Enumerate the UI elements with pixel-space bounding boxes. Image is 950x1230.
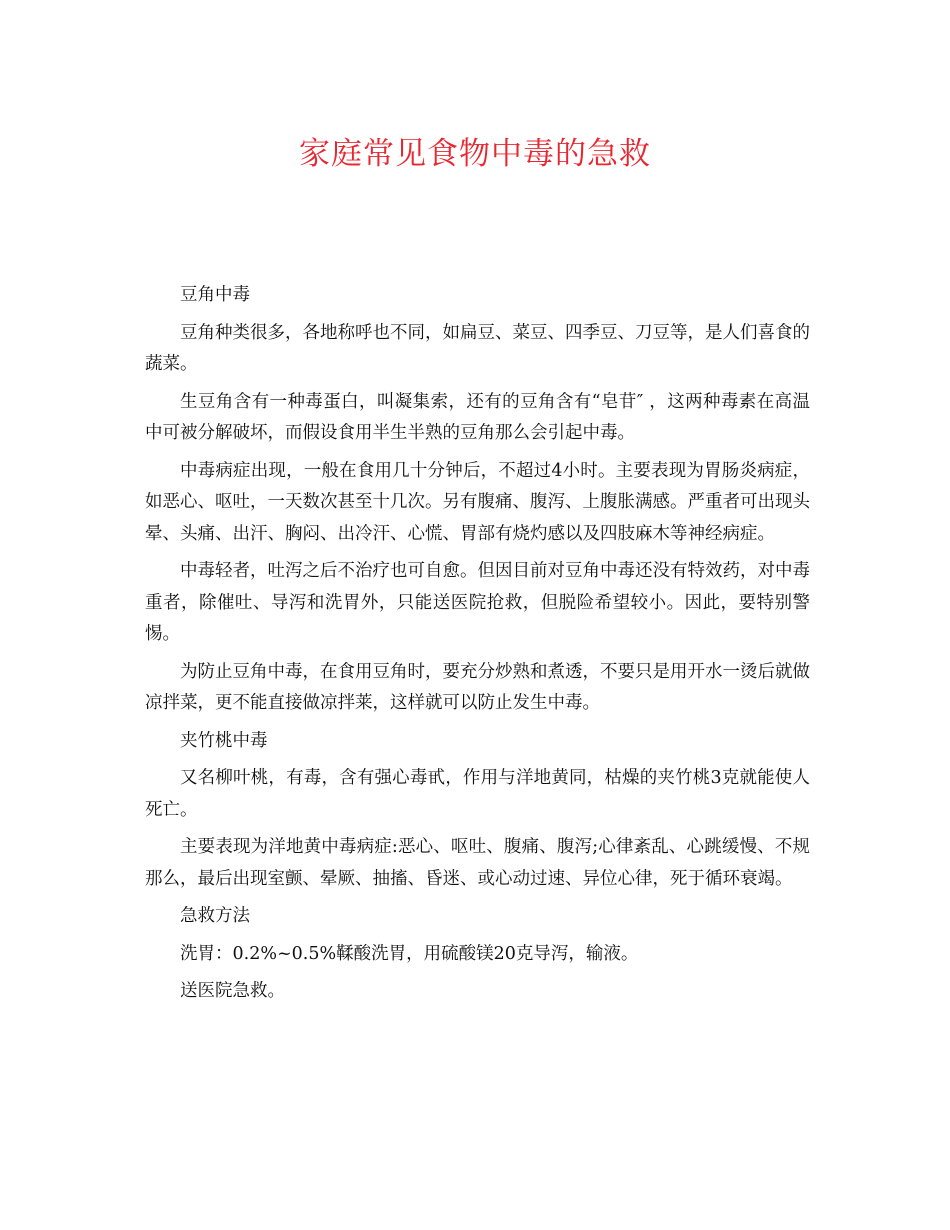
paragraph: 又名柳叶桃，有毒，含有强心毒甙，作用与洋地黄同，枯燥的夹竹桃3克就能使人死亡。 [145, 768, 810, 820]
paragraph: 为防止豆角中毒，在食用豆角时，要充分炒熟和煮透，不要只是用开水一烫后就做凉拌菜，更不能直接做凉拌莱，这样就可以防止发生中毒。 [145, 661, 810, 713]
document-title: 家庭常见食物中毒的急救 [299, 136, 651, 172]
section-heading-douj: 豆角中毒 [180, 285, 250, 305]
document-body [145, 280, 810, 1014]
paragraph: 送医院急救。 [180, 981, 285, 1001]
paragraph: 主要表现为洋地黄中毒病症:恶心、呕吐、腹痛、腹泻;心律紊乱、心跳缓慢、不规那么，最后出现室颤、晕厥、抽搐、昏迷、或心动过速、异位心律，死于循环衰竭。 [145, 837, 810, 889]
paragraph: 洗胃：0.2%~0.5%鞣酸洗胃，用硫酸镁20克导泻，输液。 [180, 943, 639, 964]
section-heading-oleander: 夹竹桃中毒 [180, 730, 268, 751]
paragraph: 豆角种类很多，各地称呼也不同，如扁豆、菜豆、四季豆、刀豆等，是人们喜食的蔬菜。 [145, 322, 810, 374]
paragraph: 生豆角含有一种毒蛋白，叫凝集索，还有的豆角含有“皂苷″ ，这两种毒素在高温中可被分解破坏，而假设食用半生半熟的豆角那么会引起中毒。 [145, 391, 810, 443]
section-heading-first-aid: 急救方法 [180, 906, 250, 926]
paragraph: 中毒轻者，吐泻之后不治疗也可自愈。但因目前对豆角中毒还没有特效药，对中毒重者，除催吐、导泻和洗胃外，只能送医院抢救，但脱险希望较小。因此，要特别警惕。 [145, 561, 810, 644]
paragraph: 中毒病症出现，一般在食用几十分钟后，不超过4小时。主要表现为胃肠炎病症，如恶心、呕吐，一天数次甚至十几次。另有腹痛、腹泻、上腹胀满感。严重者可出现头晕、头痛、出汗、胸闷、出冷汗、心慌、胃部有烧灼感以及四肢麻木等神经病症。 [145, 460, 810, 544]
